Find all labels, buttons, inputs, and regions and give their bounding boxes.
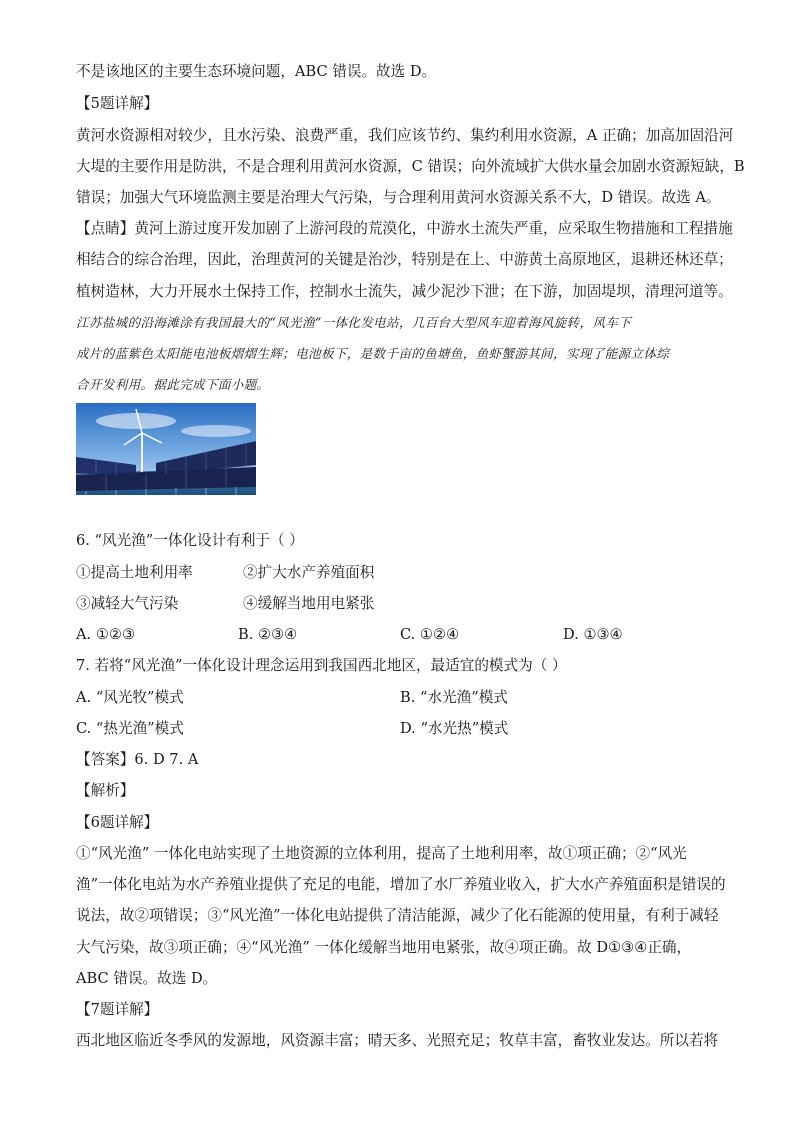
material-text: 合开发利用。据此完成下面小题。: [76, 377, 270, 392]
q6-statement-2: ②扩大水产养殖面积: [243, 564, 375, 581]
section-heading-q6: 【6题详解】: [76, 814, 159, 831]
analysis-heading: 【解析】: [76, 782, 135, 799]
text-line: 错误；加强大气环境监测主要是治理大气污染，与合理利用黄河水资源关系不大，D 错误。故选 A。: [76, 189, 721, 206]
text-line: 大堤的主要作用是防洪，不是合理利用黄河水资源，C 错误；向外流域扩大供水量会加剧水资源短缺，B: [76, 158, 745, 175]
wind-solar-photo: [76, 403, 256, 495]
q7-option-d: D. “水光热”模式: [400, 720, 509, 737]
text-line: 【点睛】黄河上游过度开发加剧了上游河段的荒漠化，中游水土流失严重，应采取生物措施和工程措施: [76, 220, 733, 237]
material-text: 成片的蓝紫色太阳能电池板熠熠生辉；电池板下，是数千亩的鱼塘鱼，鱼虾蟹游其间，实现了能源立体综: [76, 346, 670, 361]
section-heading-q5: 【5题详解】: [76, 95, 159, 112]
material-text: 江苏盐城的沿海滩涂有我国最大的“风光渔”一体化发电站，几百台大型风车迎着海风旋转，风车下: [76, 315, 632, 330]
q7-option-c: C. “热光渔”模式: [76, 720, 184, 737]
q6-statement-1: ①提高土地利用率: [76, 564, 193, 581]
answer-line: 【答案】6. D 7. A: [76, 751, 199, 768]
text-line: 说法，故②项错误；③“风光渔”一体化电站提供了清洁能源，减少了化石能源的使用量，有利于减轻: [76, 907, 719, 924]
q6-option-d: D. ①③④: [563, 626, 623, 643]
text-line: ①“风光渔” 一体化电站实现了土地资源的立体利用，提高了土地利用率，故①项正确；②“风光: [76, 845, 687, 862]
text-line: 大气污染，故③项正确；④“风光渔” 一体化缓解当地用电紧张，故④项正确。故 D①③④正确，: [76, 939, 692, 956]
text-line: 黄河水资源相对较少，且水污染、浪费严重，我们应该节约、集约利用水资源，A 正确；加高加固沿河: [76, 127, 734, 144]
text-line: ABC 错误。故选 D。: [76, 970, 218, 987]
question-6: 6. “风光渔”一体化设计有利于（ ）: [76, 532, 304, 549]
q6-statement-4: ④缓解当地用电紧张: [243, 595, 375, 612]
text-line: 相结合的综合治理，因此，治理黄河的关键是治沙，特别是在上、中游黄土高原地区，退耕还林还草；: [76, 251, 733, 268]
text-line: 植树造林，大力开展水土保持工作，控制水土流失，减少泥沙下泄；在下游，加固堤坝，清理河道等。: [76, 283, 733, 300]
q6-statement-3: ③减轻大气污染: [76, 595, 179, 612]
question-7: 7. 若将“风光渔”一体化设计理念运用到我国西北地区，最适宜的模式为（ ）: [76, 657, 567, 674]
q6-option-c: C. ①②④: [400, 626, 460, 643]
q6-option-b: B. ②③④: [238, 626, 298, 643]
text-line: 西北地区临近冬季风的发源地，风资源丰富；晴天多、光照充足；牧草丰富，畜牧业发达。所以若将: [76, 1032, 719, 1049]
q7-option-b: B. “水光渔”模式: [400, 689, 508, 706]
q6-option-a: A. ①②③: [76, 626, 136, 643]
section-heading-q7: 【7题详解】: [76, 1001, 159, 1018]
text-line: 渔”一体化电站为水产养殖业提供了充足的电能，增加了水厂养殖业收入，扩大水产养殖面积是错误的: [76, 876, 726, 893]
text-line: 不是该地区的主要生态环境问题，ABC 错误。故选 D。: [76, 63, 437, 80]
q7-option-a: A. “风光牧”模式: [76, 689, 184, 706]
